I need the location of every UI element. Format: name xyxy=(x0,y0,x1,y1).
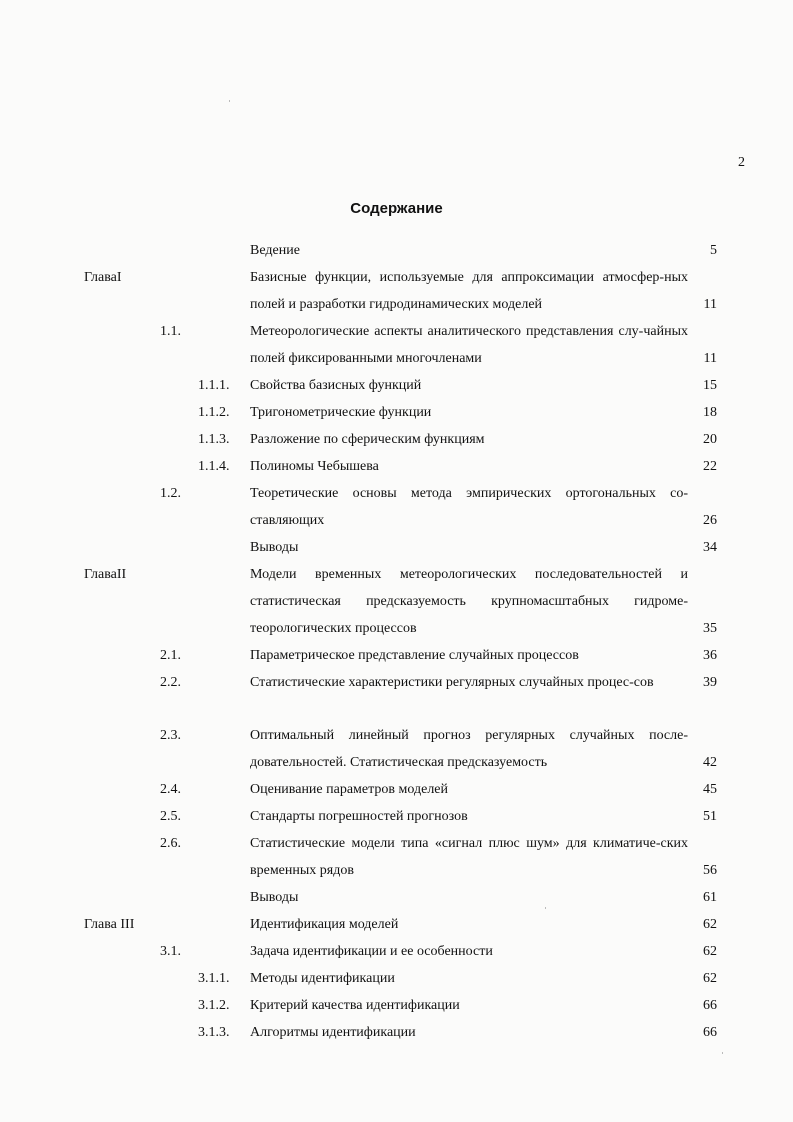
toc-page-ref: 62 xyxy=(703,971,717,986)
toc-section-number: 1.1.2. xyxy=(198,405,230,420)
toc-entry-title: Свойства базисных функций xyxy=(250,378,422,393)
page-number: 2 xyxy=(738,155,745,170)
toc-entry-title: Задача идентификации и ее особенности xyxy=(250,944,493,959)
toc-page-ref: 18 xyxy=(703,405,717,420)
toc-section-number: 1.2. xyxy=(160,486,181,501)
toc-section-number: 2.4. xyxy=(160,782,181,797)
toc-page-ref: 45 xyxy=(703,782,717,797)
scan-speck xyxy=(545,907,546,909)
toc-page-ref: 56 xyxy=(703,863,717,878)
toc-page-ref: 36 xyxy=(703,648,717,663)
toc-entry-title: Критерий качества идентификации xyxy=(250,998,460,1013)
toc-entry-title: Базисные функции, используемые для аппроксимации атмосфер-ных полей и разработки гидродинамических моделей xyxy=(250,270,688,312)
toc-section-number: 1.1.1. xyxy=(198,378,230,393)
toc-section-number: 3.1.3. xyxy=(198,1025,230,1040)
toc-chapter-label: ГлаваII xyxy=(84,567,127,582)
toc-page-ref: 11 xyxy=(703,351,717,366)
toc-entry-title: Теоретические основы метода эмпирических ортогональных со-ставляющих xyxy=(250,486,688,528)
toc-page-ref: 35 xyxy=(703,621,717,636)
toc-page-ref: 61 xyxy=(703,890,717,905)
toc-page-ref: 42 xyxy=(703,755,717,770)
toc-section-number: 2.1. xyxy=(160,648,181,663)
toc-page-ref: 39 xyxy=(703,675,717,690)
toc-page-ref: 66 xyxy=(703,998,717,1013)
toc-entry-title: Методы идентификации xyxy=(250,971,395,986)
toc-entry-title: Параметрическое представление случайных процессов xyxy=(250,648,579,663)
toc-page-ref: 62 xyxy=(703,944,717,959)
toc-page-ref: 20 xyxy=(703,432,717,447)
toc-entry-title: Стандарты погрешностей прогнозов xyxy=(250,809,468,824)
toc-entry-title: Статистические характеристики регулярных случайных процес-сов xyxy=(250,675,654,690)
toc-page-ref: 11 xyxy=(703,297,717,312)
toc-entry-title: Оценивание параметров моделей xyxy=(250,782,449,797)
toc-entry-title: Полиномы Чебышева xyxy=(250,459,379,474)
toc-entry-title: Выводы xyxy=(250,540,299,555)
toc-section-number: 2.5. xyxy=(160,809,181,824)
toc-section-number: 3.1. xyxy=(160,944,181,959)
page-title: Содержание xyxy=(350,200,443,217)
toc-section-number: 3.1.1. xyxy=(198,971,230,986)
toc-section-number: 1.1.4. xyxy=(198,459,230,474)
toc-section-number: 2.6. xyxy=(160,836,181,851)
toc-page-ref: 22 xyxy=(703,459,717,474)
toc-section-number: 1.1.3. xyxy=(198,432,230,447)
toc-section-number: 1.1. xyxy=(160,324,181,339)
toc-page-ref: 5 xyxy=(710,243,717,258)
scan-speck xyxy=(229,100,230,102)
toc-chapter-label: ГлаваI xyxy=(84,270,122,285)
toc-page-ref: 26 xyxy=(703,513,717,528)
toc-page-ref: 62 xyxy=(703,917,717,932)
toc-page-ref: 34 xyxy=(703,540,717,555)
toc-section-number: 2.3. xyxy=(160,728,181,743)
toc-entry-title: Модели временных метеорологических последовательностей и статистическая предсказуемость крупномасштабных гидроме-теорологических процессов xyxy=(250,567,688,636)
toc-entry-title: Тригонометрические функции xyxy=(250,405,432,420)
toc-page-ref: 51 xyxy=(703,809,717,824)
toc-entry-title: Ведение xyxy=(250,243,300,258)
toc-section-number: 2.2. xyxy=(160,675,181,690)
toc-entry-title: Алгоритмы идентификации xyxy=(250,1025,416,1040)
toc-page-ref: 66 xyxy=(703,1025,717,1040)
toc-chapter-label: Глава III xyxy=(84,917,135,932)
toc-entry-title: Выводы xyxy=(250,890,299,905)
toc-entry-title: Разложение по сферическим функциям xyxy=(250,432,485,447)
scan-speck xyxy=(722,1052,723,1054)
toc-page-ref: 15 xyxy=(703,378,717,393)
toc-entry-title: Оптимальный линейный прогноз регулярных случайных после-довательностей. Статистическая предсказуемость xyxy=(250,728,688,770)
toc-entry-title: Статистические модели типа «сигнал плюс шум» для климатиче-ских временных рядов xyxy=(250,836,688,878)
toc-entry-title: Идентификация моделей xyxy=(250,917,399,932)
toc-section-number: 3.1.2. xyxy=(198,998,230,1013)
toc-entry-title: Метеорологические аспекты аналитического представления слу-чайных полей фиксированными многочленами xyxy=(250,324,688,366)
